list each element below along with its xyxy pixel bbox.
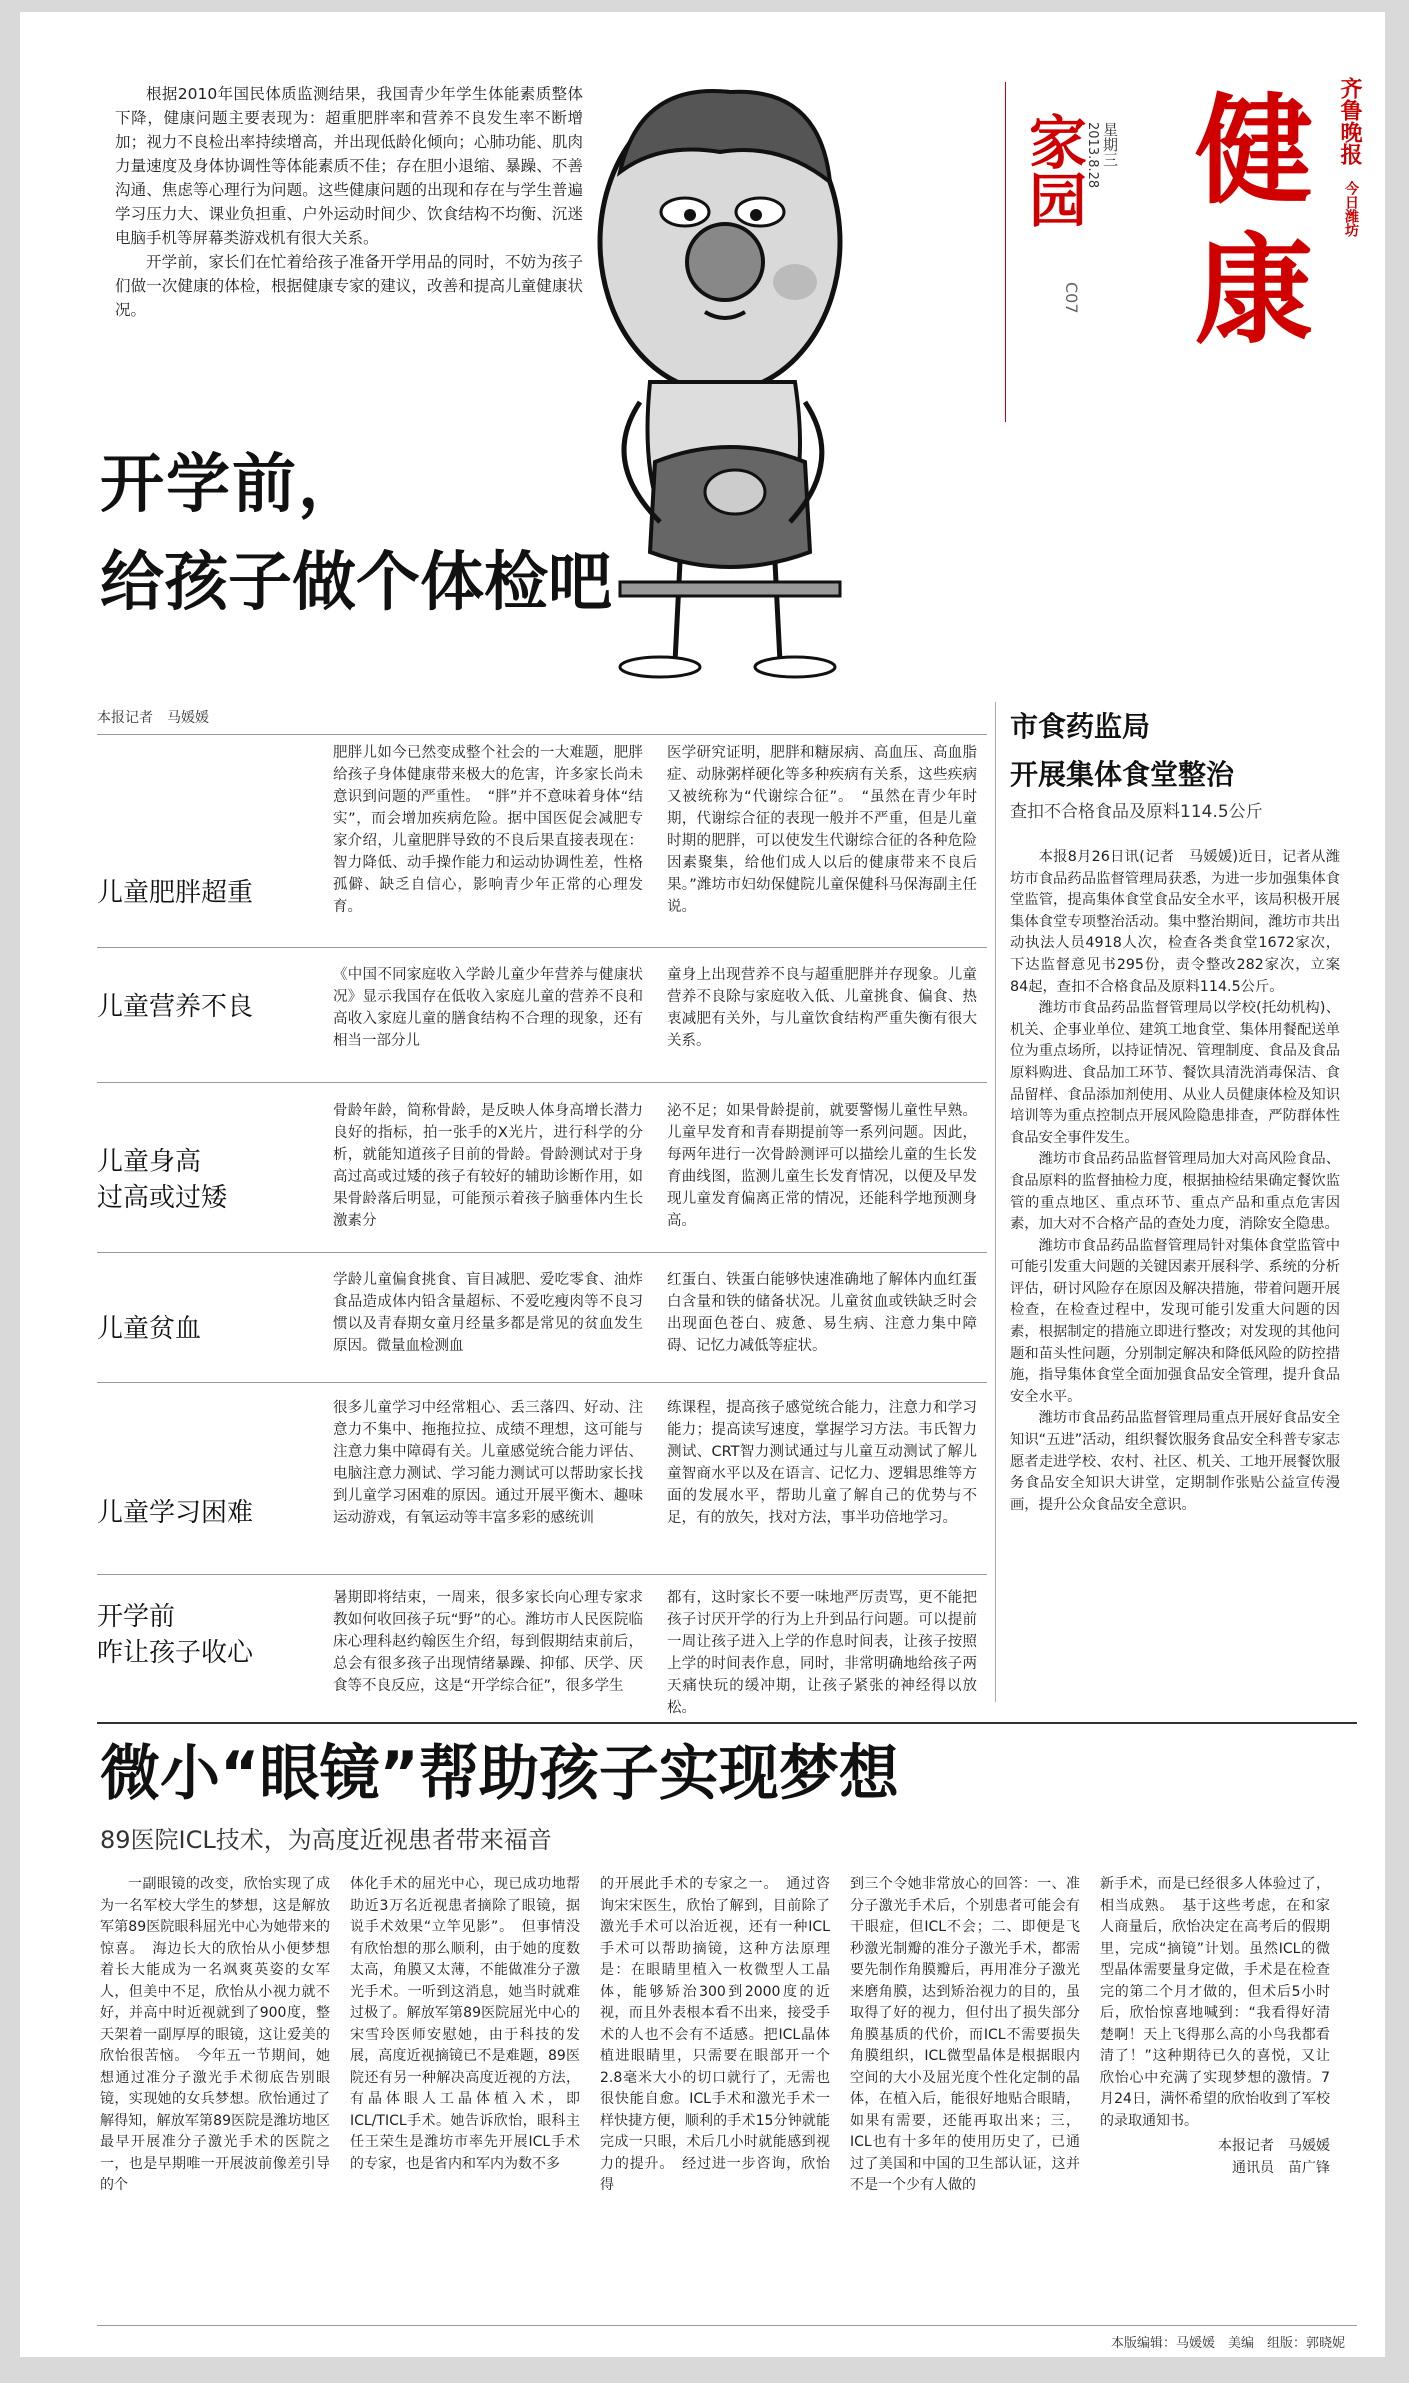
section-col-2: 红蛋白、铁蛋白能够快速准确地了解体内血红蛋白含量和铁的储备状况。儿童贫血或铁缺乏时会出现面色苍白、疲惫、易生病、注意力集中障碍、记忆力减低等症状。 xyxy=(667,1272,977,1354)
masthead-divider xyxy=(1005,82,1006,422)
bottom-col-2: 体化手术的屈光中心，现已成功地帮助近3万名近视患者摘除了眼镜，据说手术效果“立竿见影”。 但事情没有欣怡想的那么顺利，由于她的度数太高，角膜又太薄，不能做准分子激光手术。一听到这消息，她当时就难过极了。解放军第89医院屈光中心的宋雪玲医师安慰她，由于科技的发展，高度近视摘镜已不是难题，89医院还有另一种解决高度近视的方法，有晶体眼人工晶体植入术，即ICL/TICL手术。她告诉欣怡，眼科主任王荣生是潍坊市率先开展ICL手术的专家，也是省内和军内为数不多 xyxy=(350,1876,580,2172)
side-article-body xyxy=(1010,847,1340,1516)
correspondent-credit: 通讯员 苗广锋 xyxy=(1232,2159,1330,2176)
footer-rule xyxy=(97,2325,1357,2326)
bottom-col-1: 一副眼镜的改变，欣怡实现了成为一名军校大学生的梦想，这是解放军第89医院眼科屈光中心为她带来的惊喜。 海边长大的欣怡从小便梦想着长大能成为一名飒爽英姿的女军人，但美中不足，欣怡从小视力就不好，并高中时近视就到了900度，整天架着一副厚厚的眼镜，这让爱美的欣怡很苦恼。 今年五一节期间，她想通过准分子激光手术彻底告别眼镜，实现她的女兵梦想。欣怡通过了解得知，解放军第89医院是潍坊地区最早开展准分子激光手术的医院之一，也是早期唯一开展波前像差引导的个 xyxy=(100,1876,330,2193)
footer-credits: 本版编辑：马媛媛 美编 组版：郭晓妮 xyxy=(1110,2336,1345,2351)
paper-name: 齐鲁晚报 xyxy=(1337,77,1363,165)
section-col-2: 都有，这时家长不要一味地严厉责骂，更不能把孩子讨厌开学的行为上升到品行问题。可以提前一周让孩子进入上学的作息时间表，让孩子按照上学的时间表作息，同时，非常明确地给孩子两天痛快玩的缓冲期，让孩子紧张的神经得以放松。 xyxy=(667,1590,977,1716)
section-label: 儿童贫血 xyxy=(97,1314,202,1344)
section-col-1: 骨龄年龄，简称骨龄，是反映人体身高增长潜力良好的指标，拍一张手的X光片，进行科学的分析，就能知道孩子目前的骨龄。骨龄测试对于身高过高或过矮的孩子有较好的辅助诊断作用，如果骨龄落后明显，可能预示着孩子脑垂体内生长激素分 xyxy=(333,1103,643,1229)
cartoon-boy-illustration xyxy=(580,62,880,682)
section-back-to-school xyxy=(97,1587,987,1716)
bottom-col-3: 的开展此手术的专家之一。 通过咨询宋宋医生，欣怡了解到，目前除了激光手术可以治近视，还有一种ICL手术可以帮助摘镜，这种方法原理是：在眼睛里植入一枚微型人工晶体，能够矫治300到2000度的近视，而且外表根本看不出来，接受手术的人也不会有不适感。把ICL晶体植进眼睛里，只需要在眼部开一个2.8毫米大小的切口就行了，无需也很快能自愈。ICL手术和激光手术一样快捷方便，顺利的手术15分钟就能完成一只眼，术后几小时就能感到视力的提升。 经过进一步咨询，欣怡得 xyxy=(600,1876,830,2193)
edition-name: 今日潍坊 xyxy=(1343,181,1359,237)
section-col-2: 泌不足；如果骨龄提前，就要警惕儿童性早熟。儿童早发育和青春期提前等一系列问题。因此，每两年进行一次骨龄测评可以描绘儿童的生长发育曲线图，监测儿童生长发育情况，以便及早发现儿童发育偏离正常的情况，还能科学地预测身高。 xyxy=(667,1103,977,1229)
intro-paragraph-2: 开学前，家长们在忙着给孩子准备开学用品的同时，不妨为孩子们做一次健康的体检，根据健康专家的建议，改善和提高儿童健康状况。 xyxy=(115,253,583,319)
section-col-1: 学龄儿童偏食挑食、盲目减肥、爱吃零食、油炸食品造成体内铅含量超标、不爱吃瘦肉等不良习惯以及青春期女童月经量多都是常见的贫血发生原因。微量血检测血 xyxy=(333,1272,643,1354)
section-malnutrition xyxy=(97,964,987,1069)
page-number: C07 xyxy=(1062,282,1081,314)
masthead xyxy=(1165,77,1365,437)
section-label: 开学前 咋让孩子收心 xyxy=(97,1602,254,1668)
section-label: 儿童肥胖超重 xyxy=(97,878,254,908)
intro-paragraph-1: 根据2010年国民体质监测结果，我国青少年学生体能素质整体下降，健康问题主要表现为：超重肥胖率和营养不良发生率不断增加；视力不良检出率持续增高，并出现低龄化倾向；心肺功能、肌肉力量速度及身体协调性等体能素质不佳；存在胆小退缩、暴躁、不善沟通、焦虑等心理行为问题。这些健康问题的出现和存在与学生普遍学习压力大、课业负担重、户外运动时间少、饮食结构不均衡、沉迷电脑手机等屏幕类游戏机有很大关系。 xyxy=(115,85,583,247)
newspaper-page xyxy=(20,12,1385,2357)
bottom-rule xyxy=(97,1722,1357,1724)
bottom-article-title: 微小“眼镜”帮助孩子实现梦想 xyxy=(100,1739,899,1809)
weekday: 星期三 xyxy=(1101,122,1119,167)
bottom-col-4: 到三个令她非常放心的回答：一、准分子激光手术后，个别患者可能会有干眼症，但ICL不会；二、即便是飞秒激光制瓣的准分子激光手术，都需要先制作角膜瓣后，再用准分子激光来磨角膜，达到矫治视力的目的，虽取得了好的视力，但付出了损失部分角膜基质的代价，而ICL不需要损失角膜组织，ICL微型晶体是根据眼内空间的大小及屈光度个性化定制的晶体，在植入后，能很好地贴合眼睛，如果有需要，还能再取出来；三，ICL也有十多年的使用历史了，已通过了美国和中国的卫生部认证，这并不是一个少有人做的 xyxy=(850,1876,1080,2193)
main-title-line-1: 开学前， xyxy=(100,448,364,522)
section-title-char-1: 健 xyxy=(1195,82,1314,220)
section-col-1: 《中国不同家庭收入学龄儿童少年营养与健康状况》显示我国存在低收入家庭儿童的营养不良和高收入家庭儿童的膳食结构不合理的现象，还有相当一部分儿 xyxy=(333,967,643,1049)
section-anemia xyxy=(97,1269,987,1369)
divider xyxy=(97,1082,987,1083)
health-sections xyxy=(97,742,987,1716)
divider xyxy=(97,1382,987,1383)
side-paragraph: 潍坊市食品药品监督管理局针对集体食堂监管中可能引发重大问题的关键因素开展科学、系统的分析评估，研讨风险存在原因及解决措施，带着问题开展检查，在检查过程中，发现可能引发重大问题的因素，根据制定的措施立即进行整改；对发现的其他问题和苗头性问题，分别制定解决和降低风险的防控措施，指导集体食堂全面加强食品安全管理，提升食品安全水平。 xyxy=(1010,1237,1340,1405)
side-article-title-2: 开展集体食堂整治 xyxy=(1010,758,1235,791)
reporter-credit: 本报记者 马媛媛 xyxy=(1218,2138,1330,2154)
date: 2013.8.28 xyxy=(1085,122,1100,189)
main-title-line-2: 给孩子做个体检吧 xyxy=(100,546,612,620)
side-article-subtitle: 查扣不合格食品及原料114.5公斤 xyxy=(1010,802,1263,822)
section-label: 儿童学习困难 xyxy=(97,1498,254,1528)
section-label: 儿童身高 过高或过矮 xyxy=(97,1147,228,1213)
side-article xyxy=(1010,707,1340,1516)
divider xyxy=(97,1252,987,1253)
byline: 本报记者 马媛媛 xyxy=(97,710,209,726)
section-label: 儿童营养不良 xyxy=(97,992,254,1022)
section-col-2: 练课程，提高孩子感觉统合能力，注意力和学习能力；提高读写速度，掌握学习方法。韦氏智力测试、CRT智力测试通过与儿童互动测试了解儿童智商水平以及在语言、记忆力、逻辑思维等方面的发展水平，帮助儿童了解自己的优势与不足，有的放矢，找对方法，事半功倍地学习。 xyxy=(667,1400,977,1526)
divider xyxy=(97,1574,987,1575)
section-col-1: 很多儿童学习中经常粗心、丢三落四、好动、注意力不集中、拖拖拉拉、成绩不理想，这可能与注意力集中障碍有关。儿童感觉统合能力评估、电脑注意力测试、学习能力测试可以帮助家长找到儿童学习困难的原因。通过开展平衡木、趣味运动游戏，有氧运动等丰富多彩的感统训 xyxy=(333,1400,643,1526)
bottom-article-body xyxy=(100,1874,1350,2314)
side-paragraph: 潍坊市食品药品监督管理局加大对高风险食品、食品原料的监督抽检力度，根据抽检结果确定餐饮监管的重点地区、重点环节、重点产品和重点危害因素，加大对不合格产品的查处力度，消除安全隐患。 xyxy=(1010,1151,1340,1233)
side-article-title-1: 市食药监局 xyxy=(1010,710,1151,743)
section-col-2: 童身上出现营养不良与超重肥胖并存现象。儿童营养不良除与家庭收入低、儿童挑食、偏食、热衷减肥有关外，与儿童饮食结构严重失衡有很大关系。 xyxy=(667,967,977,1049)
section-obesity xyxy=(97,742,987,937)
bottom-col-5 xyxy=(1100,1874,1330,2179)
section-title-char-2: 康 xyxy=(1195,222,1314,360)
side-paragraph: 潍坊市食品药品监督管理局以学校(托幼机构)、机关、企事业单位、建筑工地食堂、集体用餐配送单位为重点场所，以持证情况、管理制度、食品及食品原料购进、食品加工环节、餐饮具清洗消毒保洁、食品留样、食品添加剂使用、从业人员健康体检及知识培训等为重点控制点开展风险隐患排查，严防群体性食品安全事件发生。 xyxy=(1010,1000,1340,1146)
side-paragraph: 本报8月26日讯(记者 马媛媛)近日，记者从潍坊市食品药品监督管理局获悉，为进一步加强集体食堂监管，提高集体食堂食品安全水平，该局积极开展集体食堂专项整治活动。集中整治期间，潍坊市共出动执法人员4918人次，检查各类食堂1672家次，下达监督意见书295份，责令整改282家次，立案84起，查扣不合格食品及原料114.5公斤。 xyxy=(1010,849,1340,995)
side-paragraph: 潍坊市食品药品监督管理局重点开展好食品安全知识“五进”活动，组织餐饮服务食品安全科普专家志愿者走进学校、农村、社区、机关、工地开展餐饮服务食品安全知识大讲堂，定期制作张贴公益宣传漫画，提升公众食品安全意识。 xyxy=(1010,1410,1340,1513)
section-height xyxy=(97,1100,987,1240)
bottom-article-subtitle: 89医院ICL技术，为高度近视患者带来福音 xyxy=(100,1826,552,1854)
sub-section-title: 家园 xyxy=(1019,112,1087,228)
top-rule xyxy=(97,734,987,735)
section-learning xyxy=(97,1397,987,1567)
section-col-2: 医学研究证明，肥胖和糖尿病、高血压、高血脂症、动脉粥样硬化等多种疾病有关系，这些疾病又被统称为“代谢综合征”。 “虽然在青少年时期，代谢综合征的表现一般并不严重，但是儿童时期的肥胖，可以使发生代谢综合征的各种危险因素聚集，给他们成人以后的健康带来不良后果。”潍坊市妇幼保健院儿童保健科马保海副主任说。 xyxy=(667,745,977,915)
section-col-1: 肥胖儿如今已然变成整个社会的一大难题，肥胖给孩子身体健康带来极大的危害，许多家长尚未意识到问题的严重性。 “胖”并不意味着身体“结实”，而会增加疾病危险。据中国医促会减肥专家介绍，儿童肥胖导致的不良后果直接表现在：智力降低、动手操作能力和运动协调性差，性格孤僻、缺乏自信心，影响青少年正常的心理发育。 xyxy=(333,745,643,915)
column-divider xyxy=(995,702,996,1702)
divider xyxy=(97,947,987,948)
intro-text xyxy=(115,82,583,322)
bottom-col-5-text: 新手术，而是已经很多人体验过了，相当成熟。 基于这些考虑，在和家人商量后，欣怡决定在高考后的假期里，完成“摘镜”计划。虽然ICL的微型晶体需要量身定做，手术是在检查完的第二个月才做的，但术后5小时后，欣怡惊喜地喊到：“我看得好清楚啊！天上飞得那么高的小鸟我都看清了！”这种期待已久的喜悦，又让欣怡心中充满了实现梦想的激情。7月24日，满怀希望的欣怡收到了军校的录取通知书。 xyxy=(1100,1876,1330,2129)
section-col-1: 暑期即将结束，一周来，很多家长向心理专家求教如何收回孩子玩“野”的心。潍坊市人民医院临床心理科赵约翰医生介绍，每到假期结束前后，总会有很多孩子出现情绪暴躁、抑郁、厌学、厌食等不良反应，这是“开学综合征”，很多学生 xyxy=(333,1590,643,1694)
